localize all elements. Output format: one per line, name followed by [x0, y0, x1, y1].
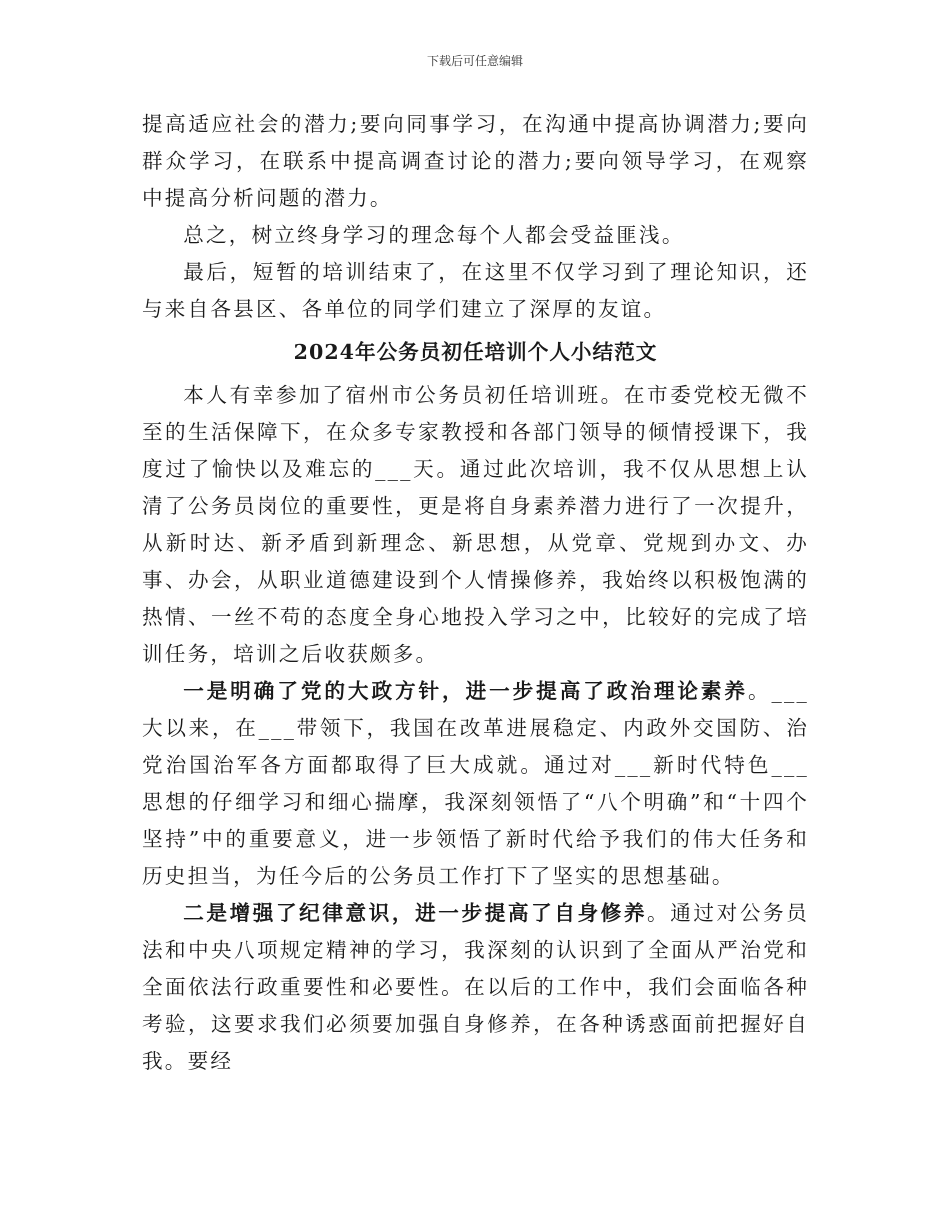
paragraph-6-text: 。通过对公务员法和中央八项规定精神的学习，我深刻的认识到了全面从严治党和全面依法行政重要性和必要性。在以后的工作中，我们会面临各种考验，这要求我们必须要加强自身修养，在各种诱惑面前把握好自我。要经: [142, 901, 809, 1073]
paragraph-5-text: 。___大以来，在___带领下，我国在改革进展稳定、内政外交国防、治党治国治军各方面都取得了巨大成就。通过对___新时代特色___思想的仔细学习和细心揣摩，我深刻领悟了“八个明确”和“十四个坚持”中的重要意义，进一步领悟了新时代给予我们的伟大任务和历史担当，为任今后的公务员工作打下了坚实的思想基础。: [142, 679, 809, 888]
paragraph-6-lead: 二是增强了纪律意识，进一步提高了自身修养: [183, 901, 648, 925]
section-title: 2024年公务员初任培训个人小结范文: [293, 340, 658, 364]
page-header: 下载后可任意编辑: [426, 54, 523, 68]
paragraph-6: [142, 895, 809, 1080]
paragraph-3: 最后，短暂的培训结束了，在这里不仅学习到了理论知识，还与来自各县区、各单位的同学们建立了深厚的友谊。: [142, 260, 809, 321]
document-body: [142, 106, 809, 1080]
paragraph-5-lead: 一是明确了党的大政方针，进一步提高了政治理论素养: [183, 679, 748, 703]
paragraph-1: 提高适应社会的潜力;要向同事学习，在沟通中提高协调潜力;要向群众学习，在联系中提高调查讨论的潜力;要向领导学习，在观察中提高分析问题的潜力。: [142, 112, 809, 210]
paragraph-2: 总之，树立终身学习的理念每个人都会受益匪浅。: [183, 223, 685, 247]
paragraph-5: [142, 673, 809, 895]
paragraph-4: 本人有幸参加了宿州市公务员初任培训班。在市委党校无微不至的生活保障下，在众多专家教授和各部门领导的倾情授课下，我度过了愉快以及难忘的___天。通过此次培训，我不仅从思想上认清了公务员岗位的重要性，更是将自身素养潜力进行了一次提升，从新时达、新矛盾到新理念、新思想，从党章、党规到办文、办事、办会，从职业道德建设到个人情操修养，我始终以积极饱满的热情、一丝不苟的态度全身心地投入学习之中，比较好的完成了培训任务，培训之后收获颇多。: [142, 383, 809, 666]
